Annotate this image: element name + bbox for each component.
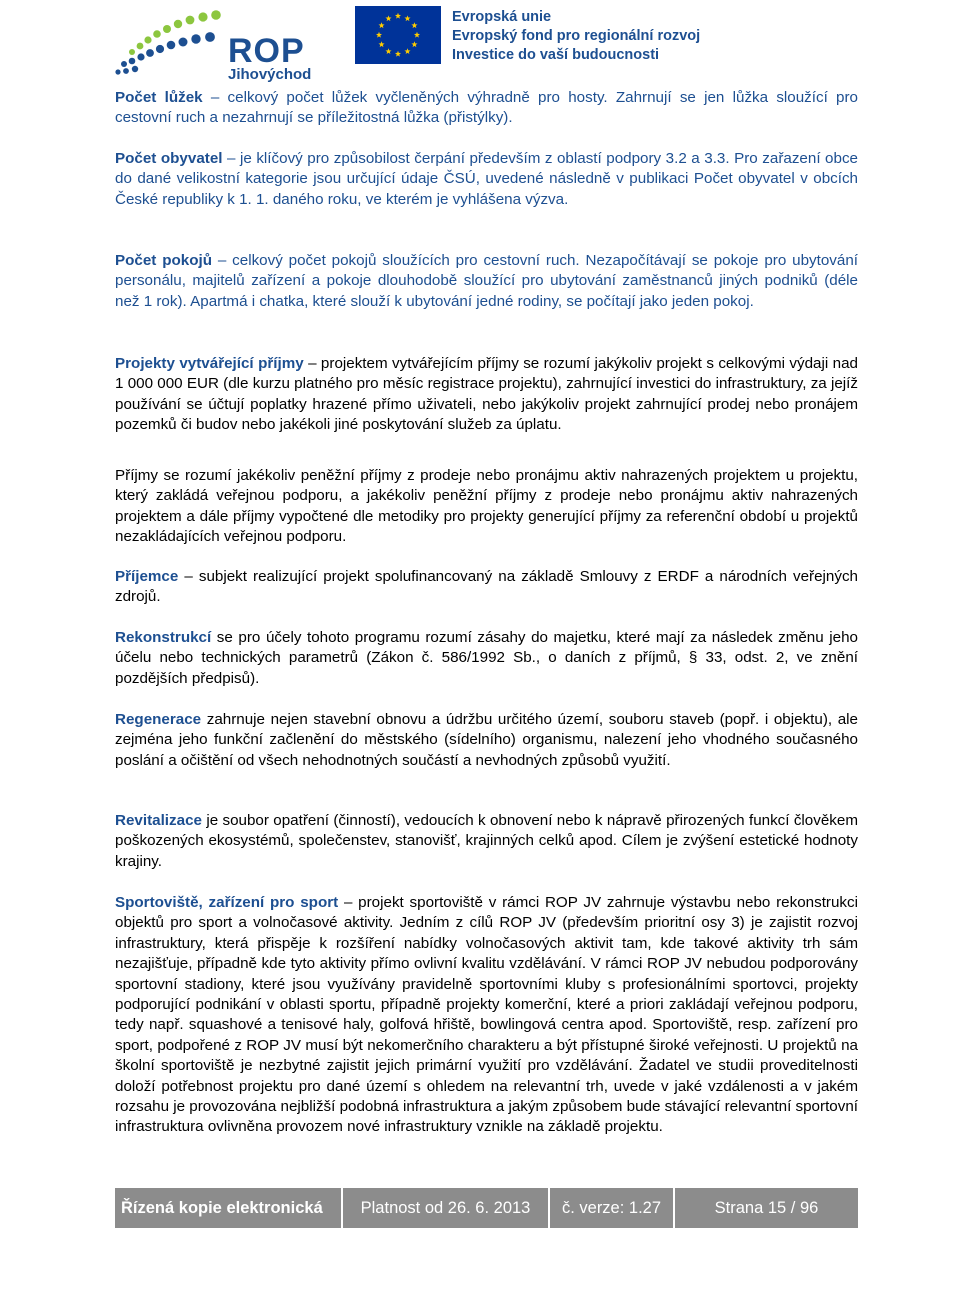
footer-controlled-copy: Řízená kopie elektronická bbox=[115, 1188, 341, 1228]
eu-fund-logo bbox=[355, 6, 701, 64]
definition-paragraph bbox=[115, 628, 858, 689]
eu-star-icon bbox=[411, 41, 417, 47]
definition-paragraph bbox=[115, 466, 858, 548]
definition-paragraph bbox=[115, 893, 858, 1138]
defined-term: Rekonstrukcí bbox=[115, 629, 212, 646]
definition-text: zahrnuje nejen stavební obnovu a údržbu určitého území, souboru staveb (popř. i objektu), ale zejména jeho funkční začlenění do městského (sídelního) organismu, nalezení jeho vhodného současného poslání a očištění od všech nehodnotných součástí a nevhodných způsobů využití. bbox=[115, 711, 858, 769]
definition-text: – celkový počet pokojů sloužících pro cestovní ruch. Nezapočítávají se pokoje pro ubytování personálu, majitelů zařízení a pokoje dlouhodobě sloužící pro ubytování zaměstnanců jiných podniků (déle než 1 rok). Apartmá i chatka, které slouží k ubytování jedné rodiny, se počítají jako jeden pokoj. bbox=[115, 252, 858, 310]
definition-paragraph bbox=[115, 251, 858, 312]
defined-term: Regenerace bbox=[115, 711, 202, 728]
definition-text: – je klíčový pro způsobilost čerpání především z oblastí podpory 3.2 a 3.3. Pro zařazení obce do dané velikostní kategorie jsou určující údaje ČSÚ, uvedené následně v publikaci Počet obyvatel v obcích České republiky k 1. 1. daného roku, ve kterém je vyhlášena výzva. bbox=[115, 150, 858, 208]
eu-star-icon bbox=[404, 15, 410, 21]
definition-text: se pro účely tohoto programu rozumí zásahy do majetku, které mají za následek změnu jeho účelu nebo technických parametrů (Zákon č. 586/1992 Sb., o daních z příjmů, § 33, odst. 2, ve znění pozdějších předpisů). bbox=[115, 629, 858, 687]
defined-term: Sportoviště, zařízení pro sport bbox=[115, 894, 339, 911]
eu-star-icon bbox=[385, 48, 391, 54]
definition-text: – celkový počet lůžek vyčleněných výhradně pro hosty. Zahrnují se jen lůžka sloužící pro cestovní ruch a nezahrnují se příležitostná lůžka (přistýlky). bbox=[115, 89, 858, 127]
page-header bbox=[0, 0, 960, 88]
defined-term: Počet obyvatel bbox=[115, 150, 223, 167]
page-footer bbox=[115, 1188, 858, 1228]
definition-paragraph bbox=[115, 149, 858, 210]
eu-star-icon bbox=[395, 13, 401, 19]
footer-page-number: Strana 15 / 96 bbox=[675, 1188, 858, 1228]
definition-text: Příjmy se rozumí jakékoliv peněžní příjmy z prodeje nebo pronájmu aktiv nahrazených projektem u projektu, který zakládá veřejnou podporu, a jakékoliv peněžní příjmy z prodeje nebo pronájmu aktiv nahrazených projektem a dále příjmy vypočtené dle metodiky pro projekty generující příjmy za referenční období u projektů nezakládajících veřejnou podporu. bbox=[115, 467, 858, 546]
footer-version: č. verze: 1.27 bbox=[550, 1188, 673, 1228]
defined-term: Revitalizace bbox=[115, 812, 202, 829]
eu-fund-text bbox=[452, 8, 701, 65]
rop-logo-text: ROP bbox=[228, 32, 305, 70]
eu-text-line: Investice do vaší budoucnosti bbox=[452, 47, 660, 63]
eu-star-icon bbox=[379, 22, 385, 28]
rop-swoosh-icon bbox=[110, 6, 225, 78]
eu-star-icon bbox=[379, 41, 385, 47]
rop-jihovychod-logo bbox=[110, 6, 320, 82]
definition-paragraph bbox=[115, 811, 858, 872]
eu-star-icon bbox=[404, 48, 410, 54]
rop-region-text: Jihovýchod bbox=[228, 66, 312, 83]
eu-star-icon bbox=[395, 51, 401, 57]
defined-term: Počet pokojů bbox=[115, 252, 212, 269]
definition-text: je soubor opatření (činností), vedoucích k obnovení nebo k nápravě přirozených funkcí člověkem poškozených ekosystémů, společenstev, stanovišť, krajinných celků apod. Cílem je zvýšení estetické hodnoty krajiny. bbox=[115, 812, 858, 870]
definition-paragraph bbox=[115, 354, 858, 436]
eu-star-icon bbox=[385, 15, 391, 21]
eu-flag-icon bbox=[355, 6, 441, 64]
definition-paragraph bbox=[115, 88, 858, 129]
definition-text: – projektem vytvářejícím příjmy se rozumí jakýkoliv projekt s celkovými výdaji nad 1 000 000 EUR (dle kurzu platného pro měsíc registrace projektu), zahrnující investici do infrastruktury, za jejíž používání se účtují poplatky hrazené přímo uživateli, nebo jakýkoliv projekt zahrnující prodej nebo pronájem pozemků či budov nebo jakékoli jiné poskytování služeb za úplatu. bbox=[115, 355, 858, 434]
eu-star-icon bbox=[411, 22, 417, 28]
defined-term: Příjemce bbox=[115, 568, 179, 585]
eu-text-line: Evropský fond pro regionální rozvoj bbox=[452, 28, 701, 44]
eu-text-line: Evropská unie bbox=[452, 9, 552, 25]
eu-star-icon bbox=[376, 32, 382, 38]
definition-paragraph bbox=[115, 567, 858, 608]
definition-text: – projekt sportoviště v rámci ROP JV zahrnuje výstavbu nebo rekonstrukci objektů pro sport a volnočasové aktivity. Jedním z cílů ROP JV (především prioritní osy 3) je zajistit rozvoj infrastruktury, která přispěje k rozšíření nabídky volnočasových aktivit tam, kde takové aktivity trh sám nezajišťuje, případně kde tyto aktivity přímo ovlivní kvalitu vzdělávání. V rámci ROP JV nebudou podporovány sportovní stadiony, které jsou využívány pravidelně sportovními kluby s profesionálními sportovci, projekty podporující podnikání v oblasti sportu, případně projekty komerční, které a priori zakládají veřejnou podporu, tedy např. squashové a tenisové haly, golfová hřiště, bowlingová centra apod. Sportoviště, resp. zařízení pro sport, podpořené z ROP JV musí být nekomerčního charakteru a být přístupné široké veřejnosti. U projektů na školní sportoviště je nezbytné zajistit jejich primární využití pro vzdělávání. Žadatel ve studii proveditelnosti doloží potřebnost projektu pro dané území s ohledem na relevantní trh, uvede v jaké vzdálenosti a v jakém rozsahu je provozována nejbližší podobná infrastruktura a jakým způsobem bude stávající relevantní sportovní infrastruktura ovlivněna provozem nové infrastruktury vznikle na základě projektu. bbox=[115, 894, 858, 1136]
footer-valid-from: Platnost od 26. 6. 2013 bbox=[343, 1188, 548, 1228]
definition-text: – subjekt realizující projekt spolufinancovaný na základě Smlouvy z ERDF a národních veřejných zdrojů. bbox=[115, 568, 858, 606]
defined-term: Projekty vytvářející příjmy bbox=[115, 355, 304, 372]
defined-term: Počet lůžek bbox=[115, 89, 203, 106]
eu-star-icon bbox=[414, 32, 420, 38]
definition-paragraph bbox=[115, 710, 858, 771]
